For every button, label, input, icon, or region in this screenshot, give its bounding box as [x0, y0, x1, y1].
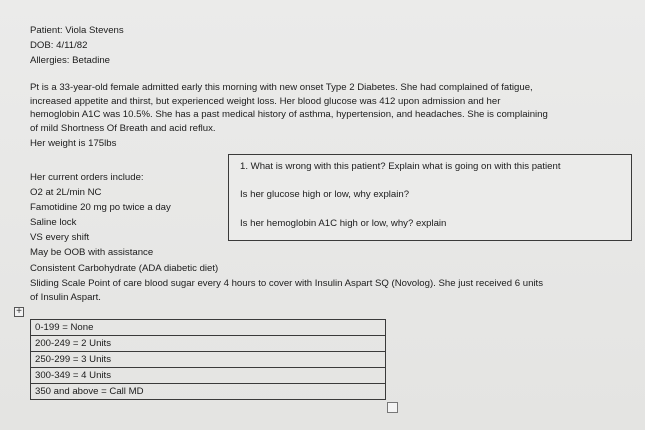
table-row	[31, 320, 386, 336]
table-cell[interactable]: 300-349 = 4 Units	[31, 368, 386, 384]
question-2: Is her glucose high or low, why explain?	[240, 189, 410, 200]
question-3: Is her hemoglobin A1C high or low, why? explain	[240, 218, 447, 229]
table-move-icon[interactable]	[14, 307, 24, 317]
weight-line: Her weight is 175lbs	[30, 138, 117, 149]
order-item: Saline lock	[30, 217, 77, 228]
table-cell[interactable]: 250-299 = 3 Units	[31, 352, 386, 368]
order-item: May be OOB with assistance	[30, 247, 154, 258]
order-item: VS every shift	[30, 232, 90, 243]
table-cell[interactable]: 350 and above = Call MD	[31, 384, 386, 400]
table-row	[31, 336, 386, 352]
questions-box[interactable]	[228, 154, 632, 241]
table-resize-icon[interactable]	[387, 402, 398, 413]
sliding-scale-line: of Insulin Aspart.	[30, 292, 101, 303]
question-1: 1. What is wrong with this patient? Explain what is going on with this patient	[240, 161, 561, 172]
table-row	[31, 352, 386, 368]
history-paragraph	[30, 81, 548, 135]
sliding-scale-table	[30, 319, 386, 400]
orders-heading: Her current orders include:	[30, 172, 144, 183]
order-item: Famotidine 20 mg po twice a day	[30, 202, 171, 213]
move-handle-glyph: +	[16, 306, 22, 317]
table-cell[interactable]: 0-199 = None	[31, 320, 386, 336]
history-line: hemoglobin A1C was 10.5%. She has a past medical history of asthma, hypertension, and headaches. She is complaining	[30, 109, 548, 120]
sliding-scale-line: Sliding Scale Point of care blood sugar every 4 hours to cover with Insulin Aspart SQ (Novolog). She just received 6 units	[30, 278, 543, 289]
order-item: Consistent Carbohydrate (ADA diabetic diet)	[30, 263, 219, 274]
order-item: O2 at 2L/min NC	[30, 187, 102, 198]
table-row	[31, 384, 386, 400]
patient-dob: DOB: 4/11/82	[30, 40, 88, 51]
history-line: of mild Shortness Of Breath and acid reflux.	[30, 122, 216, 134]
patient-name: Patient: Viola Stevens	[30, 25, 124, 36]
history-line: increased appetite and thirst, but experienced weight loss. Her blood glucose was 412 upon admission and her	[30, 95, 501, 107]
patient-allergies: Allergies: Betadine	[30, 55, 110, 66]
table-row	[31, 368, 386, 384]
table-cell[interactable]: 200-249 = 2 Units	[31, 336, 386, 352]
history-line: Pt is a 33-year-old female admitted early this morning with new onset Type 2 Diabetes. She had complained of fatigue,	[30, 82, 533, 93]
